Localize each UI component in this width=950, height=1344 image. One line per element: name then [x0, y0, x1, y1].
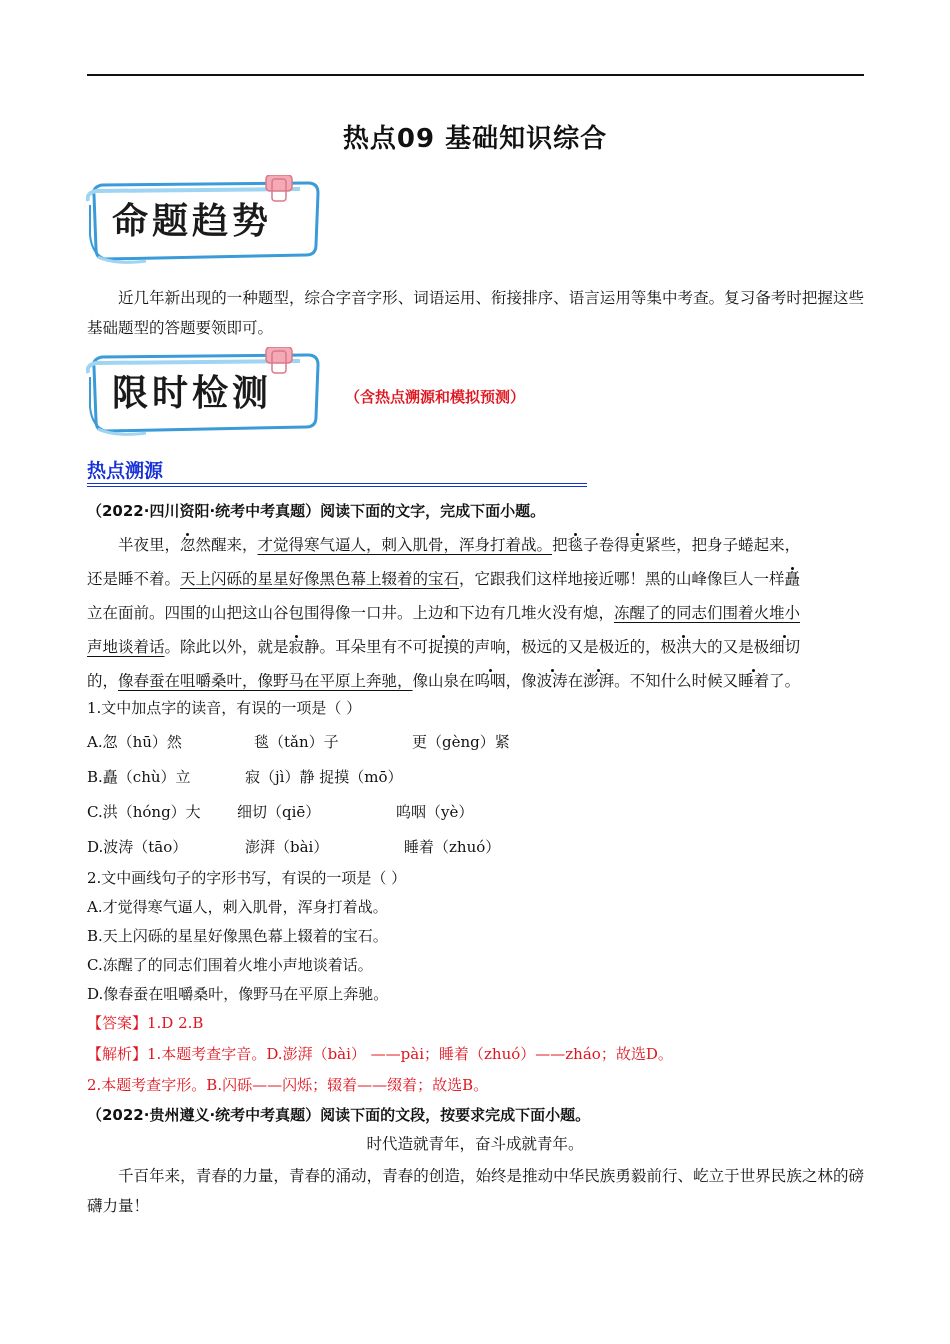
option-c: C.冻醒了的同志们围着火堆小声地谈着话。 — [87, 956, 373, 974]
passage2-text: 千百年来，青春的力量，青春的涌动，青春的创造，始终是推动中华民族勇毅前行、屹立于世界民族之林的磅礴力量！ — [87, 1167, 864, 1215]
option-b: B.矗（chù）立 寂（jì）静 捉摸（mō） — [87, 768, 403, 786]
section-heading: 热点溯源 — [87, 460, 164, 482]
test-banner — [86, 347, 322, 439]
answer: 【答案】1.D 2.B — [87, 1014, 204, 1032]
question-source: （2022·四川资阳·统考中考真题）阅读下面的文字，完成下面小题。 — [87, 502, 546, 520]
option-a: A.才觉得寒气逼人，刺入肌骨，浑身打着战。 — [87, 898, 388, 916]
section-rule — [87, 483, 587, 484]
passage-line: 的，像春蚕在咀嚼桑叶，像野马在平原上奔驰，像山泉在呜咽，像波涛在澎湃。不知什么时候又睡着了。 — [87, 672, 801, 690]
analysis-1: 【解析】1.本题考查字音。D.澎湃（bài） ——pài；睡着（zhuó）——zháo；故选D。 — [87, 1045, 673, 1063]
option-a: A.忽（hū）然 毯（tǎn）子 更（gèng）紧 — [87, 733, 510, 751]
trend-banner — [86, 175, 322, 267]
option-d: D.像春蚕在咀嚼桑叶，像野马在平原上奔驰。 — [87, 985, 389, 1003]
question-stem: 1.文中加点字的读音，有误的一项是（ ） — [87, 699, 362, 717]
option-b: B.天上闪砾的星星好像黑色幕上辍着的宝石。 — [87, 927, 388, 945]
analysis-2: 2.本题考查字形。B.闪砾——闪烁；辍着——缀着；故选B。 — [87, 1076, 489, 1094]
passage-line: 还是睡不着。天上闪砾的星星好像黑色幕上辍着的宝石，它跟我们这样地接近哪！黑的山峰像巨人一样矗 — [87, 570, 801, 588]
option-d: D.波涛（tāo） 澎湃（bài） 睡着（zhuó） — [87, 838, 501, 856]
passage-line: 立在面前。四围的山把这山谷包围得像一口井。上边和下边有几堆火没有熄，冻醒了的同志们围着火堆小 — [87, 604, 801, 622]
trend-text: 近几年新出现的一种题型，综合字音字形、词语运用、衔接排序、语言运用等集中考查。复习备考时把握这些基础题型的答题要领即可。 — [87, 289, 864, 337]
passage — [87, 528, 864, 698]
banner-note: （含热点溯源和模拟预测） — [345, 388, 526, 406]
trend-banner-label: 命题趋势 — [112, 200, 273, 242]
passage-line: 半夜里，忽然醒来，才觉得寒气逼人，刺入肌骨，浑身打着战。把毯子卷得更紧些，把身子蜷起来， — [118, 536, 801, 554]
passage-line: 声地谈着话。除此以外，就是寂静。耳朵里有不可捉摸的声响，极远的又是极近的，极洪大的又是极细切 — [87, 638, 801, 656]
section-rule — [87, 486, 587, 487]
passage2-title: 时代造就青年，奋斗成就青年。 — [366, 1135, 584, 1153]
page-title: 热点09 基础知识综合 — [342, 124, 608, 154]
header-rule — [87, 74, 864, 76]
question-source: （2022·贵州遵义·统考中考真题）阅读下面的文段，按要求完成下面小题。 — [87, 1106, 591, 1124]
option-c: C.洪（hóng）大 细切（qiē） 呜咽（yè） — [87, 803, 474, 821]
question-stem: 2.文中画线句子的字形书写，有误的一项是（ ） — [87, 869, 407, 887]
test-banner-label: 限时检测 — [112, 372, 273, 414]
